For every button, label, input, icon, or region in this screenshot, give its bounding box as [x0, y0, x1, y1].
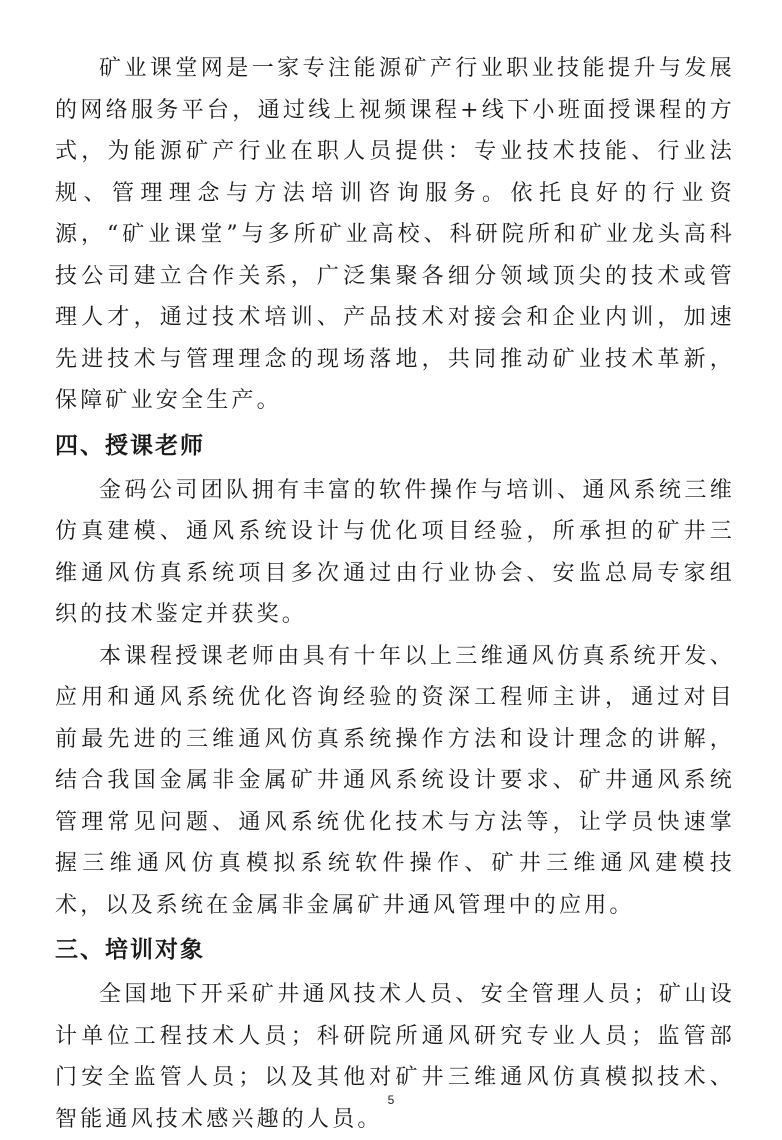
section-heading-audience: 三、培训对象: [55, 937, 205, 963]
document-page: [55, 48, 735, 1140]
audience-paragraph: 全国地下开采矿井通风技术人员、安全管理人员；矿山设计单位工程技术人员；科研院所通风研究专业人员；监管部门安全监管人员；以及其他对矿井三维通风仿真模拟技术、智能通风技术感兴趣的人员。: [55, 982, 735, 1132]
page-number: 5: [387, 1093, 395, 1107]
instructors-paragraph-team: 金码公司团队拥有丰富的软件操作与培训、通风系统三维仿真建模、通风系统设计与优化项目经验，所承担的矿井三维通风仿真系统项目多次通过由行业协会、安监总局专家组织的技术鉴定并获奖。: [55, 477, 735, 627]
section-heading-instructors: 四、授课老师: [55, 432, 205, 459]
instructors-paragraph-course: 本课程授课老师由具有十年以上三维通风仿真系统开发、应用和通风系统优化咨询经验的资深工程师主讲，通过对目前最先进的三维通风仿真系统操作方法和设计理念的讲解，结合我国金属非金属矿井通风系统设计要求、矿井通风系统管理常见问题、通风系统优化技术与方法等，让学员快速掌握三维通风仿真模拟系统软件操作、矿井三维通风建模技术，以及系统在金属非金属矿井通风管理中的应用。: [55, 643, 735, 918]
intro-paragraph: 矿业课堂网是一家专注能源矿产行业职业技能提升与发展的网络服务平台，通过线上视频课程+线下小班面授课程的方式，为能源矿产行业在职人员提供：专业技术技能、行业法规、管理理念与方法培训咨询服务。依托良好的行业资源，“矿业课堂”与多所矿业高校、科研院所和矿业龙头高科技公司建立合作关系，广泛集聚各细分领域顶尖的技术或管理人才，通过技术培训、产品技术对接会和企业内训，加速先进技术与管理理念的现场落地，共同推动矿业技术革新，保障矿业安全生产。: [55, 56, 735, 413]
